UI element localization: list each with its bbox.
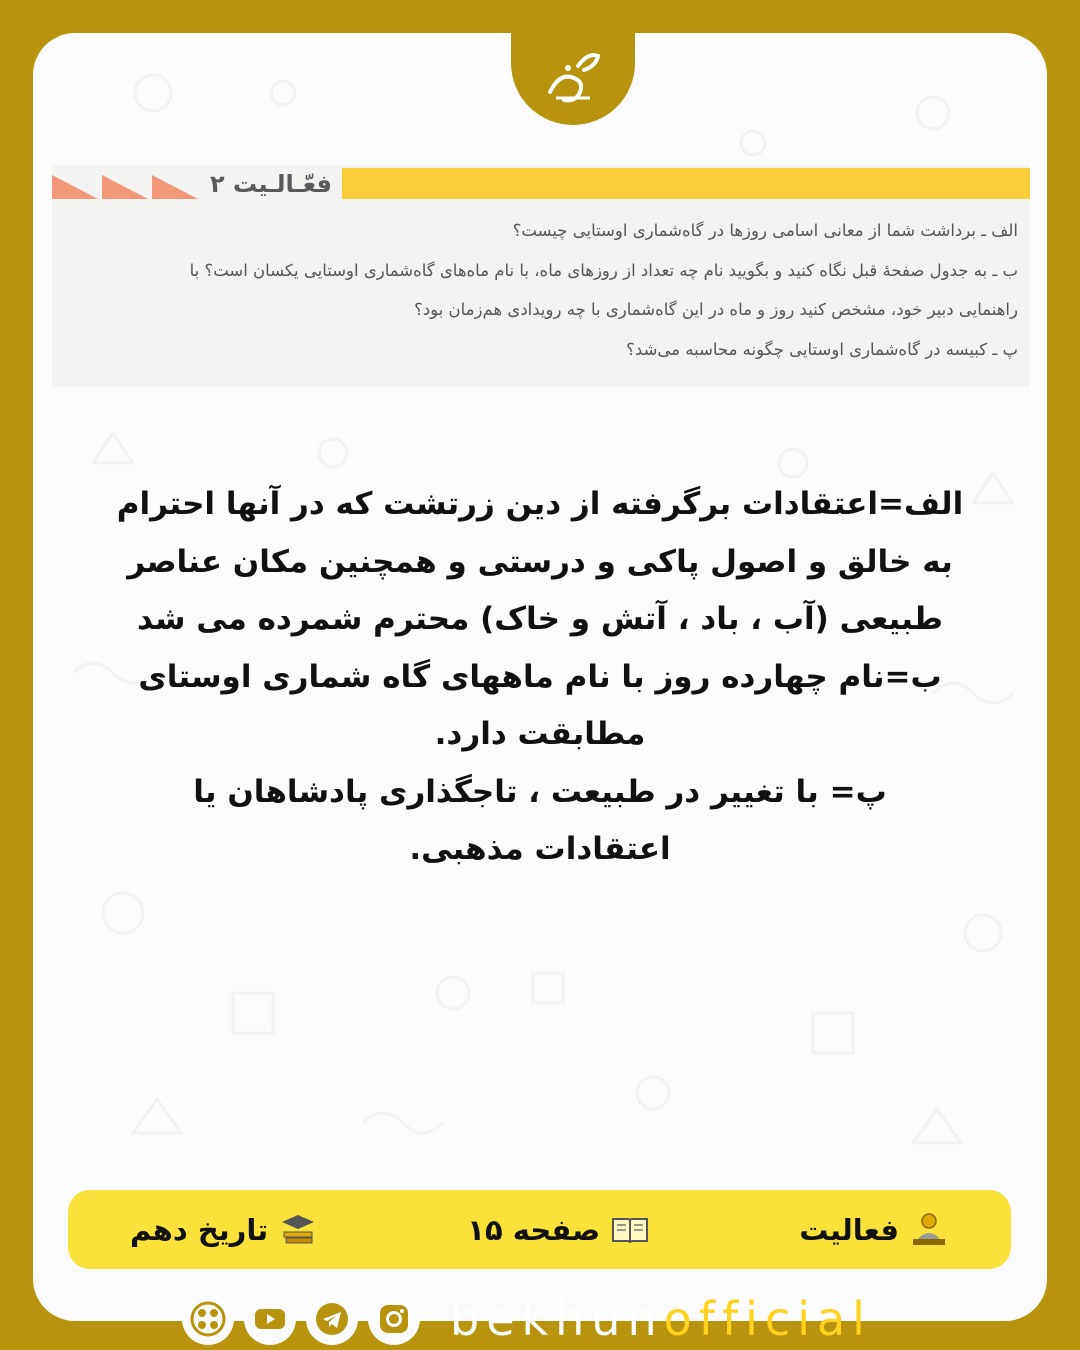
- textbook-excerpt: [52, 165, 1030, 387]
- answer-line: طبیعی (آب ، باد ، آتش و خاک) محترم شمرده می شد: [137, 601, 943, 637]
- question-line: پ ـ کبیسه در گاه‌شماری اوستایی چگونه محاسبه می‌شد؟: [626, 339, 1018, 359]
- brand-name: [450, 1288, 872, 1350]
- answer-line: به خالق و اصول پاکی و درستی و همچنین مکان عناصر: [127, 543, 953, 580]
- student-desk-icon: [909, 1210, 949, 1250]
- youtube-link[interactable]: [244, 1293, 296, 1345]
- page-label: [467, 1210, 650, 1250]
- excerpt-header-bar: [292, 168, 1030, 199]
- activity-label: [799, 1210, 949, 1250]
- answer-text: [70, 476, 1010, 879]
- brand-name-part2: official: [663, 1292, 872, 1346]
- answer-line: ب=نام چهارده روز با نام ماههای گاه شماری اوستای: [138, 658, 942, 695]
- question-line: الف ـ برداشت شما از معانی اسامی روزها در گاه‌شماری اوستایی چیست؟: [512, 221, 1018, 240]
- activity-text: فعالیت: [799, 1212, 899, 1247]
- answer-line: الف=اعتقادات برگرفته از دین زرتشت که در آنها احترام: [116, 486, 964, 522]
- answer-line: اعتقادات مذهبی.: [409, 831, 671, 867]
- header-triangles-icon: [52, 171, 202, 199]
- youtube-icon: [252, 1301, 288, 1337]
- instagram-icon: [376, 1301, 412, 1337]
- brand-name-part1: bekhun: [450, 1292, 664, 1346]
- bekhun-logo-icon: [538, 48, 608, 110]
- brand-row: [182, 1288, 902, 1350]
- instagram-link[interactable]: [368, 1293, 420, 1345]
- info-bar: [68, 1190, 1011, 1269]
- question-line: ب ـ به جدول صفحهٔ قبل نگاه کنید و بگویید نام چه تعداد از روزهای ماه، با نام ماه‌های گاه‌شماری اوستایی یکسان است؟ با: [189, 260, 1018, 280]
- course-text: تاریخ دهم: [130, 1212, 269, 1247]
- telegram-link[interactable]: [306, 1293, 358, 1345]
- excerpt-questions: [62, 211, 1018, 369]
- graduation-books-icon: [278, 1210, 318, 1250]
- question-line: راهنمایی دبیر خود، مشخص کنید روز و ماه در این گاه‌شماری با چه رویدادی هم‌زمان بود؟: [414, 300, 1018, 319]
- page-number-text: صفحه ۱۵: [467, 1212, 601, 1247]
- aparat-link[interactable]: [182, 1293, 234, 1345]
- course-label: [130, 1210, 318, 1250]
- answer-line: پ= با تغییر در طبیعت ، تاجگذاری پادشاهان یا: [193, 773, 887, 810]
- aparat-icon: [190, 1301, 226, 1337]
- activity-title: فعّـالـیت ۲: [200, 165, 342, 203]
- open-book-icon: [610, 1210, 650, 1250]
- answer-line: مطابقت دارد.: [434, 716, 646, 752]
- telegram-icon: [314, 1301, 350, 1337]
